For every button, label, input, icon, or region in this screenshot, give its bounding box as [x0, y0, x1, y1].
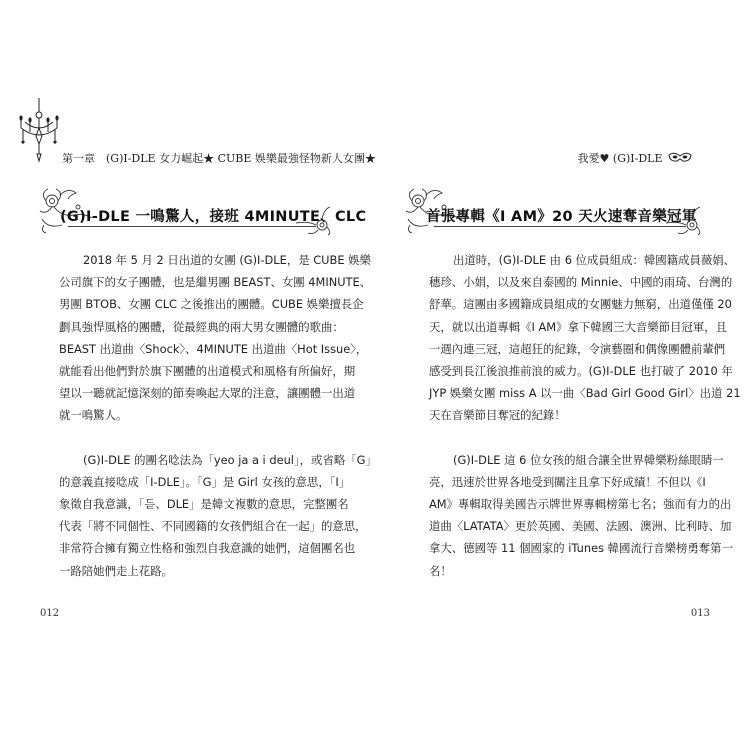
- text-line: 拿大、德國等 11 個國家的 iTunes 韓國流行音樂榜勇奪第一: [429, 541, 733, 556]
- paragraph: [59, 449, 377, 582]
- chapter-heading-right: [404, 185, 704, 237]
- heading-underline: [68, 226, 316, 227]
- right-page: [376, 0, 750, 750]
- running-head-left: 第一章 (G)I-DLE 女力崛起★ CUBE 娛樂最強怪物新人女團★: [62, 152, 376, 165]
- text-line: 公司旗下的女子團體，也是繼男團 BEAST、女團 4MINUTE、: [59, 275, 372, 290]
- chapter-heading-text: (G)I-DLE 一鳴驚人，接班 4MINUTE、CLC: [60, 209, 367, 225]
- page-number-right: 013: [690, 608, 710, 619]
- chandelier-icon: [17, 98, 61, 164]
- running-head-right: [578, 150, 692, 166]
- heading-underline: [434, 226, 686, 227]
- paragraph: [59, 249, 372, 427]
- text-line: (G)I-DLE 這 6 位女孩的組合讓全世界韓樂粉絲眼睛一: [453, 452, 724, 467]
- text-line: 就一鳴驚人。: [59, 408, 128, 423]
- text-line: 舒華。這團由多國籍成員組成的女團魅力無窮，出道僅僅 20: [429, 297, 732, 312]
- page-number-left: 012: [40, 608, 60, 619]
- text-line: 2018 年 5 月 2 日出道的女團 (G)I-DLE，是 CUBE 娛樂: [83, 253, 371, 267]
- running-head-group: (G)I-DLE: [612, 152, 663, 165]
- paragraph: [429, 249, 741, 427]
- text-line: 一週內連三冠，這超狂的紀錄，令演藝圈和偶像團體前輩們: [429, 341, 726, 356]
- chapter-heading-text: 首張專輯《I AM》20 天火速奪音樂冠軍: [426, 209, 697, 225]
- masquerade-mask-icon: [668, 152, 692, 163]
- heart-icon: ♥: [599, 152, 610, 165]
- text-line: JYP 娛樂女團 miss A 以一曲〈Bad Girl Good Girl〉出道 21: [429, 386, 741, 401]
- body-text-right: [429, 249, 741, 582]
- text-line: 的意義直接唸成「I-DLE」。「G」是 Girl 女孩的意思，「I」: [59, 474, 351, 489]
- text-line: 亮，迅速於世界各地受到關注且拿下好成績！不但以《I: [429, 474, 706, 489]
- text-line: 就能看出他們對於旗下團體的出道模式和風格有所偏好，期: [59, 364, 356, 379]
- paragraph: [429, 449, 733, 582]
- text-line: 劃具強悍風格的團體，從最經典的兩大男女團體的歌曲：: [59, 319, 344, 334]
- floral-flourish-icon: [664, 199, 704, 237]
- text-line: 名！: [429, 563, 452, 578]
- paragraph-gap: [59, 427, 327, 449]
- text-line: 非常符合擁有獨立性格和強烈自我意識的她們，這個團名也: [59, 541, 356, 556]
- body-text-left: [59, 249, 377, 582]
- text-line: (G)I-DLE 的團名唸法為「yeo ja a i deul」，或省略「G」: [83, 452, 377, 467]
- paragraph-gap: [429, 427, 705, 449]
- text-line: 出道時，(G)I-DLE 由 6 位成員組成：韓國籍成員薇娟、: [453, 253, 736, 267]
- floral-flourish-icon: [294, 199, 334, 237]
- text-line: 男團 BTOB、女團 CLC 之後推出的團體。CUBE 娛樂擅長企: [59, 297, 364, 312]
- running-head-text: 我愛: [577, 152, 600, 165]
- text-line: AM》專輯取得美國告示牌世界專輯榜第七名；強而有力的出: [429, 497, 732, 512]
- text-line: 一路陪她們走上花路。: [59, 563, 173, 578]
- text-line: 穗珍、小娟，以及來自泰國的 Minnie、中國的雨琦、台灣的: [429, 275, 733, 290]
- text-line: 象徵自我意識，「듣、DLE」是韓文複數的意思，完整團名: [59, 497, 349, 512]
- text-line: BEAST 出道曲〈Shock〉、4MINUTE 出道曲〈Hot Issue〉，: [59, 341, 368, 356]
- text-line: 道曲〈LATATA〉更於英國、美國、法國、澳洲、比利時、加: [429, 519, 732, 534]
- text-line: 天，就以出道專輯《I AM》拿下韓國三大音樂節目冠軍，且: [429, 319, 727, 334]
- text-line: 望以一聽就記憶深刻的節奏喚起大眾的注意，讓團體一出道: [59, 386, 356, 401]
- text-line: 天在音樂節目奪冠的紀錄！: [429, 408, 566, 423]
- text-line: 感受到長江後浪推前浪的威力。(G)I-DLE 也打破了 2010 年: [429, 364, 733, 379]
- text-line: 代表「將不同個性、不同國籍的女孩們組合在一起」的意思，: [59, 519, 367, 534]
- chapter-heading-left: [38, 185, 367, 237]
